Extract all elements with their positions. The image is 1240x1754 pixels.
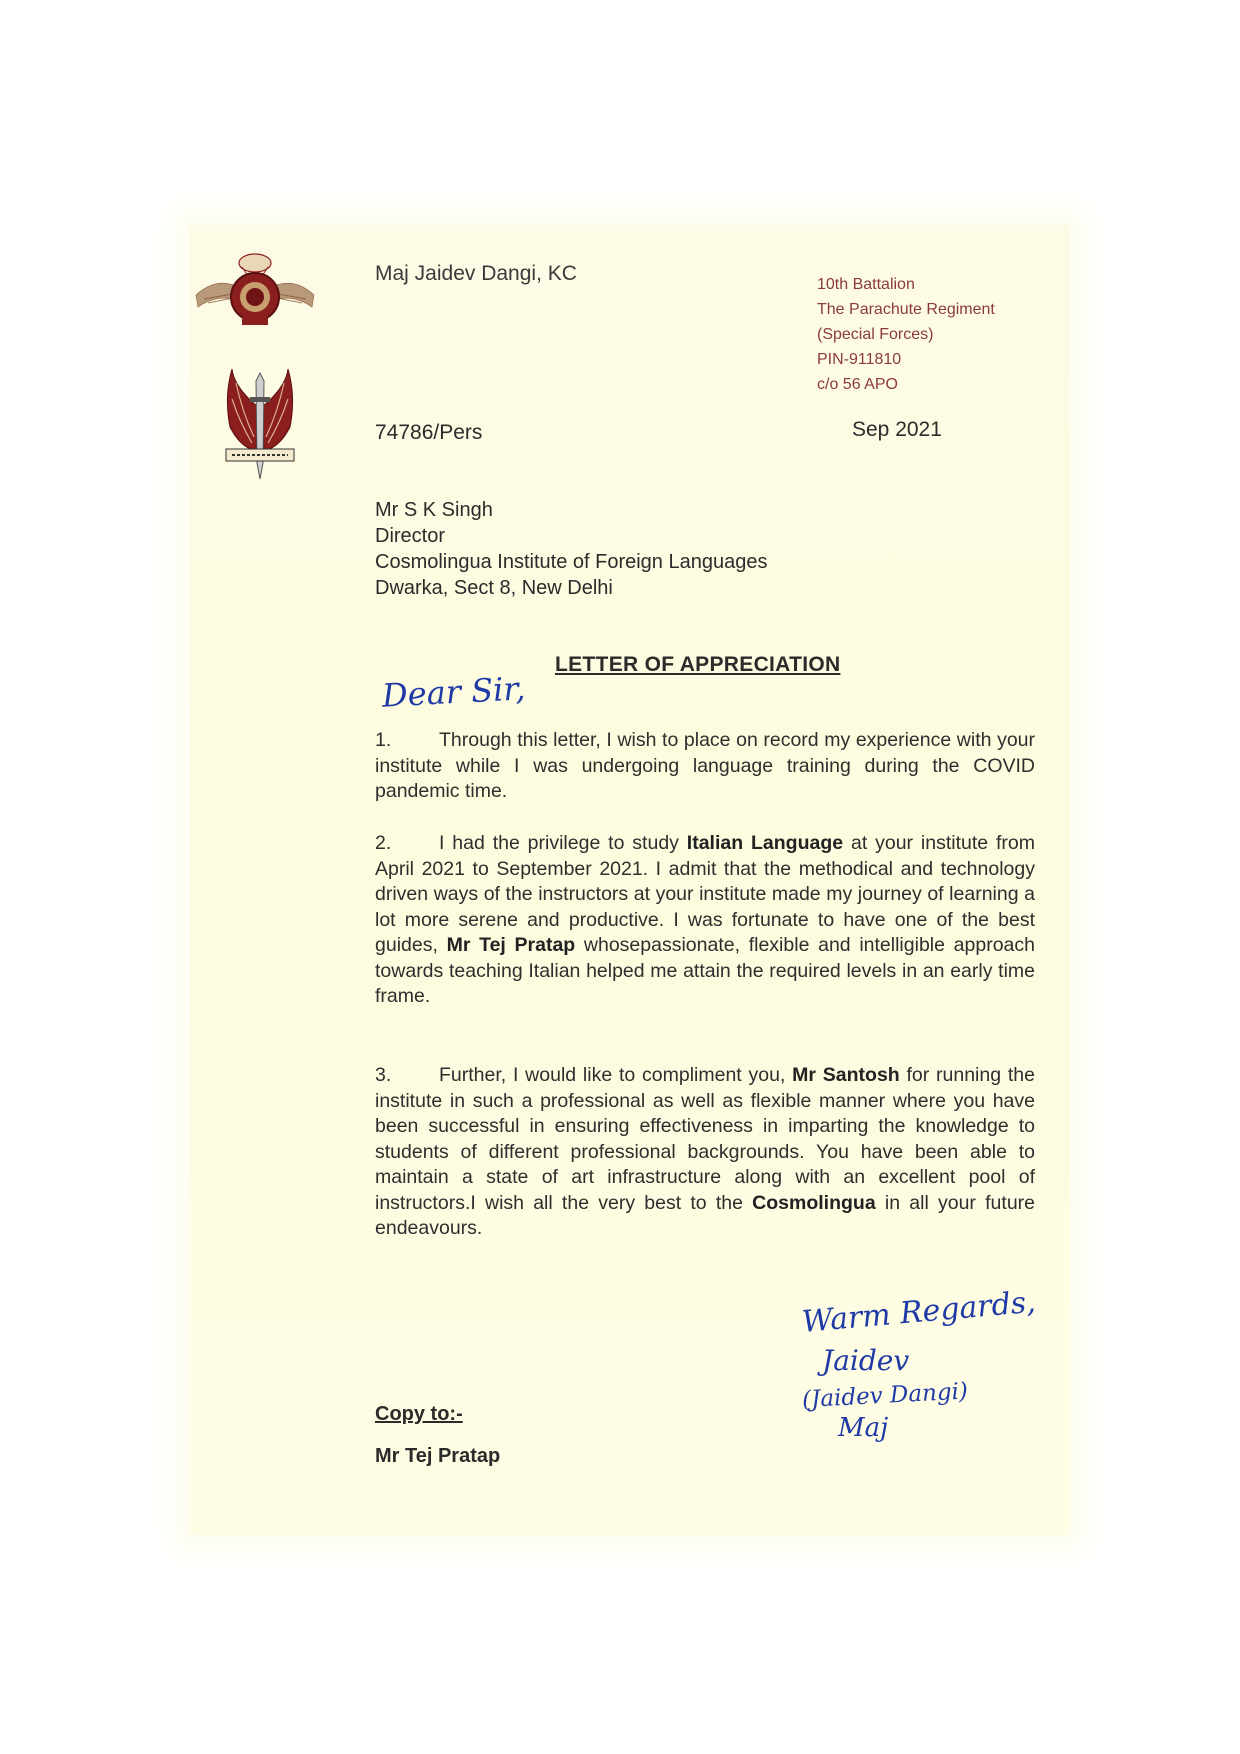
sender-name: Maj Jaidev Dangi, KC (375, 262, 577, 285)
signature-name: (Jaidev Dangi) (801, 1378, 969, 1414)
paragraph-text: at your institute from April 2021 to September 2021. I admit that the methodical and technology driven ways of the instructors at your institute made my journey of learning a lot more serene and productive. I was fortunate to have one of the best guides, (375, 832, 1035, 956)
paragraph-3 (375, 1063, 1035, 1242)
paragraph-number: 1. (375, 729, 392, 751)
address-line: The Parachute Regiment (817, 301, 995, 318)
address-line: 10th Battalion (817, 276, 915, 293)
letter-date: Sep 2021 (852, 418, 942, 441)
address-line: c/o 56 APO (817, 376, 898, 393)
paragraph-text: Further, I would like to compliment you, (439, 1064, 793, 1086)
bold-phrase: Cosmolingua (752, 1191, 876, 1214)
bold-phrase: Mr Tej Pratap (446, 934, 576, 956)
signature-mark: Jaidev (822, 1344, 910, 1377)
recipient-line: Dwarka, Sect 8, New Delhi (375, 577, 613, 599)
bold-phrase: Mr Santosh (792, 1064, 900, 1086)
paragraph-text: in all your future endeavours. (375, 1191, 1035, 1239)
address-line: PIN-911810 (817, 351, 902, 368)
paragraph-text: for running the institute in such a professional as well as flexible manner where you have been successful in ensuring effectiveness in imparting the knowledge to students of different professional backgrounds. You have been able to maintain a state of art infrastructure along with an excellent pool of instructors.I wish all the very best to the (375, 1064, 1035, 1214)
letter-subject: LETTER OF APPRECIATION (555, 653, 841, 676)
address-line: (Special Forces) (817, 326, 934, 343)
signature-rank: Maj (838, 1413, 889, 1443)
paragraph-text: whosepassionate, flexible and intelligible approach towards teaching Italian helped me attain the required levels in an early time frame. (375, 934, 1035, 1007)
special-forces-dagger-emblem (220, 367, 300, 493)
paragraph-1 (375, 728, 1035, 805)
paragraph-2 (375, 831, 1035, 1010)
reference-number: 74786/Pers (375, 421, 483, 444)
recipient-line: Director (375, 525, 446, 547)
parachute-regiment-emblem (188, 249, 322, 333)
handwritten-salutation: Dear Sir, (381, 669, 527, 715)
paragraph-number: 3. (375, 1064, 392, 1086)
bold-phrase: Italian Language (686, 832, 844, 854)
recipient-line: Cosmolingua Institute of Foreign Languages (375, 551, 768, 573)
copy-to-label: Copy to:- (375, 1403, 463, 1425)
paragraph-text: I had the privilege to study (439, 832, 687, 854)
paragraph-number: 2. (375, 832, 392, 854)
letter-page (190, 225, 1070, 1535)
recipient-line: Mr S K Singh (375, 499, 493, 521)
paragraph-text: Through this letter, I wish to place on record my experience with your institute while I was undergoing language training during the COVID pandemic time. (375, 729, 1035, 802)
copy-to-name: Mr Tej Pratap (375, 1445, 501, 1467)
sender-address (817, 272, 995, 397)
handwritten-signature-block (800, 1284, 1037, 1443)
recipient-address (375, 497, 767, 601)
signature-closing: Warm Regards, (800, 1284, 1037, 1340)
